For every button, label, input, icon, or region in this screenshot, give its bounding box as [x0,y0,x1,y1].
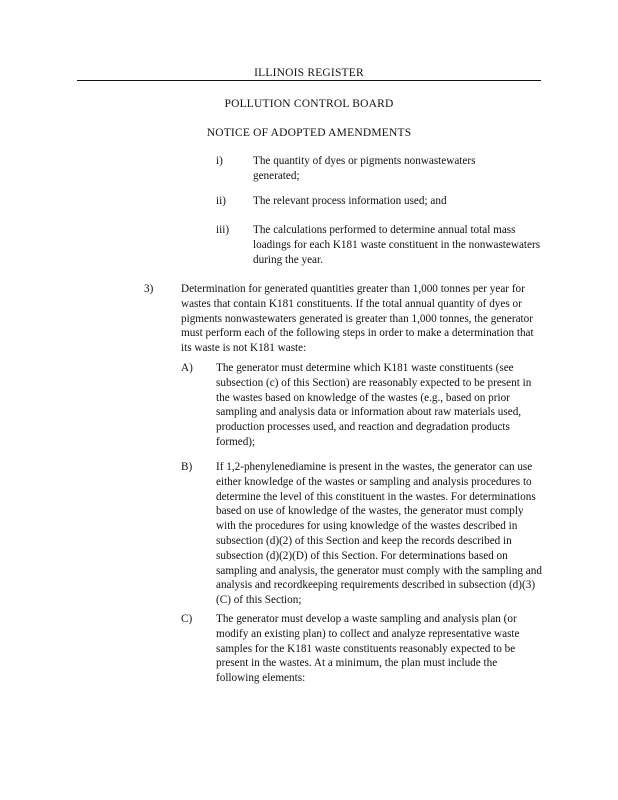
item-c-text: The generator must develop a waste sampling and analysis plan (or modify an existing plan) to collect and analyze representative waste samples for the K181 waste constituents reasonably expected to be present in the wastes. At a minimum, the plan must include the following elements: [216,613,520,685]
item-c-label: C) [181,613,193,625]
notice-heading: NOTICE OF ADOPTED AMENDMENTS [206,127,412,139]
item-i-text: The quantity of dyes or pigments nonwastewaters generated; [253,155,476,182]
item-ii-text: The relevant process information used; and [253,195,447,207]
item-a-text: The generator must determine which K181 waste constituents (see subsection (c) of this Section) are reasonably expected to be present in the wastes based on knowledge of the wastes (e.g., based on prior sampling and analysis data or information about raw materials used, production processes used, and reaction and degradation products formed); [216,362,532,448]
item-3-text: Determination for generated quantities greater than 1,000 tonnes per year for wastes that contain K181 constituents. If the total annual quantity of dyes or pigments nonwastewaters generated is greater than 1,000 tonnes, the generator must perform each of the following steps in order to make a determination that its waste is not K181 waste: [181,283,534,355]
item-b-text: If 1,2-phenylenediamine is present in the wastes, the generator can use either knowledge of the wastes or sampling and analysis procedures to determine the level of this constituent in the wastes. For determinations based on use of knowledge of the wastes, the generator must comply with the procedures for using knowledge of the wastes described in subsection (d)(2) of this Section and keep the records described in subsection (d)(2)(D) of this Section. For determinations based on sampling and analysis, the generator must comply with the sampling and analysis and recordkeeping requirements described in subsection (d)(3)(C) of this Section; [216,461,542,607]
register-heading: ILLINOIS REGISTER [254,67,364,79]
item-3-label: 3) [144,283,154,295]
item-i-label: i) [216,155,223,167]
header-rule [77,80,541,81]
item-a-label: A) [181,362,193,374]
item-iii-text: The calculations performed to determine annual total mass loadings for each K181 waste constituent in the nonwastewaters during the year. [253,224,541,266]
board-heading: POLLUTION CONTROL BOARD [224,98,394,110]
item-iii-label: iii) [216,224,230,236]
item-b-label: B) [181,461,193,473]
item-ii-label: ii) [216,195,226,207]
